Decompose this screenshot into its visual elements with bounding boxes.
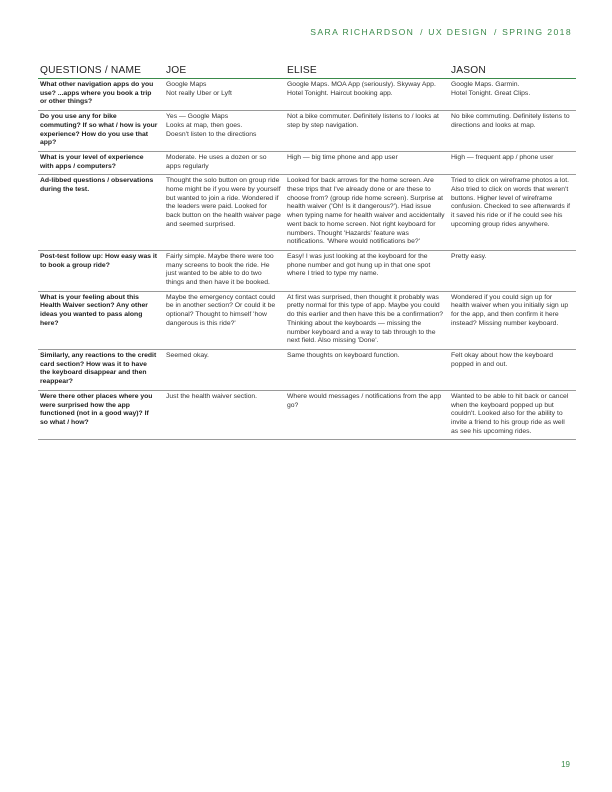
joe-answer-cell: Just the health waiver section. <box>164 390 285 440</box>
joe-answer-cell: Google Maps Not really Uber or Lyft <box>164 79 285 111</box>
table-row <box>38 111 576 152</box>
jason-answer-cell: Wanted to be able to hit back or cancel when the keyboard popped up but couldn't. Looked also for the ability to invite a friend to his group ride as well as see his upcoming rides. <box>449 390 576 440</box>
joe-answer-cell: Seemed okay. <box>164 349 285 390</box>
table-header-row <box>38 62 576 79</box>
table-row <box>38 79 576 111</box>
table-row <box>38 291 576 349</box>
column-header-jason: JASON <box>449 62 576 79</box>
elise-answer-cell: Same thoughts on keyboard function. <box>285 349 449 390</box>
joe-answer-cell: Fairly simple. Maybe there were too many screens to book the ride. He just wanted to be able to do two things and then have it be booked. <box>164 250 285 291</box>
jason-answer-cell: Tried to click on wireframe photos a lot. Also tried to click on words that weren't buttons. Higher level of wireframe confusion. Checked to see afterwards if it saved his ride or if he could see his upcoming group rides anywhere. <box>449 175 576 251</box>
elise-answer-cell: Looked for back arrows for the home screen. Are these trips that I've already done or are these to choose from? (group ride home screen). Surprise at health waiver ('Oh! Is it dangerous?'). Had issue when typing name for health waiver and accidentally went back to home screen. Not right keyboard for numbers. Thought 'Hazards' feature was notifications. 'Where would notifications be?' <box>285 175 449 251</box>
joe-answer-cell: Thought the solo button on group ride home might be if you were by yourself but wanted to join a ride. Wondered if the leaders were paid. Looked for back button on the health waiver page and seemed surprised. <box>164 175 285 251</box>
table-row <box>38 250 576 291</box>
table-row <box>38 390 576 440</box>
interview-table <box>38 62 576 440</box>
jason-answer-cell: No bike commuting. Definitely listens to directions and looks at map. <box>449 111 576 152</box>
elise-answer-cell: At first was surprised, then thought it probably was pretty normal for this type of app. Maybe you could do this earlier and then have this be a confirmation? Thinking about the keyboards — missing the number keyboard and a way to tab through to the next field. Also missing 'Done'. <box>285 291 449 349</box>
question-cell: Were there other places where you were surprised how the app functioned (not in a good way)? If so what / how? <box>38 390 164 440</box>
column-header-elise: ELISE <box>285 62 449 79</box>
question-cell: Ad-libbed questions / observations during the test. <box>38 175 164 251</box>
jason-answer-cell: Pretty easy. <box>449 250 576 291</box>
elise-answer-cell: High — big time phone and app user <box>285 151 449 174</box>
joe-answer-cell: Maybe the emergency contact could be in another section? Or could it be optional? Thought to himself 'how dangerous is this ride?' <box>164 291 285 349</box>
joe-answer-cell: Yes — Google Maps Looks at map, then goes. Doesn't listen to the directions <box>164 111 285 152</box>
jason-answer-cell: Wondered if you could sign up for health waiver when you initially sign up for the app, and then confirm it here instead? Missing number keyboard. <box>449 291 576 349</box>
page-number: 19 <box>561 760 570 769</box>
question-cell: Similarly, any reactions to the credit card section? How was it to have the keyboard disappear and then reappear? <box>38 349 164 390</box>
header-author: SARA RICHARDSON <box>310 27 415 37</box>
table-row <box>38 175 576 251</box>
table-row <box>38 349 576 390</box>
table-row <box>38 151 576 174</box>
header-separator: / <box>493 27 497 37</box>
column-header-questions: QUESTIONS / NAME <box>38 62 164 79</box>
page-header <box>310 27 572 37</box>
jason-answer-cell: High — frequent app / phone user <box>449 151 576 174</box>
jason-answer-cell: Felt okay about how the keyboard popped in and out. <box>449 349 576 390</box>
jason-answer-cell: Google Maps. Garmin. Hotel Tonight. Great Clips. <box>449 79 576 111</box>
column-header-joe: JOE <box>164 62 285 79</box>
question-cell: What is your level of experience with apps / computers? <box>38 151 164 174</box>
question-cell: What other navigation apps do you use? ...apps where you book a trip or other things? <box>38 79 164 111</box>
elise-answer-cell: Where would messages / notifications from the app go? <box>285 390 449 440</box>
elise-answer-cell: Easy! I was just looking at the keyboard for the phone number and got hung up in that one spot where I tried to type my name. <box>285 250 449 291</box>
question-cell: Do you use any for bike commuting? If so what / how is your experience? How do you use that app? <box>38 111 164 152</box>
header-subject: UX DESIGN <box>428 27 489 37</box>
joe-answer-cell: Moderate. He uses a dozen or so apps regularly <box>164 151 285 174</box>
question-cell: Post-test follow up: How easy was it to book a group ride? <box>38 250 164 291</box>
elise-answer-cell: Not a bike commuter. Definitely listens to / looks at step by step navigation. <box>285 111 449 152</box>
header-term: SPRING 2018 <box>502 27 572 37</box>
header-separator: / <box>420 27 423 37</box>
question-cell: What is your feeling about this Health Waiver section? Any other ideas you wanted to pass along here? <box>38 291 164 349</box>
elise-answer-cell: Google Maps. MOA App (seriously). Skyway App. Hotel Tonight. Haircut booking app. <box>285 79 449 111</box>
